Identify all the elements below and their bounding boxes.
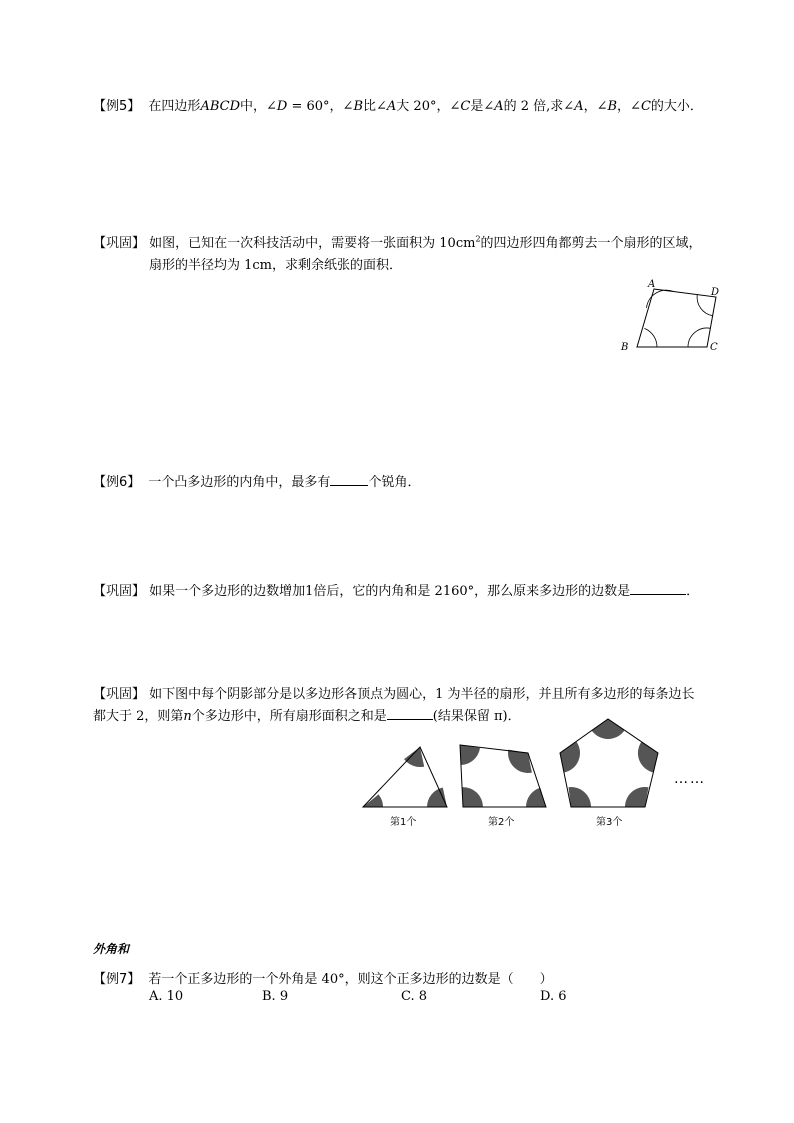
practice-3 (93, 683, 695, 702)
triangle-figure (363, 747, 447, 807)
choice-a[interactable]: A. 10 (149, 989, 184, 1004)
example-6-text1: 一个凸多边形的内角中，最多有 (148, 475, 331, 490)
practice-1-tag: 【巩固】 (93, 236, 146, 251)
practice-2-text1: 如果一个多边形的边数增加1倍后，它的内角和是 2160°，那么原来多边形的边数是 (149, 584, 631, 599)
example-7-tag: 【例7】 (93, 972, 141, 987)
practice-2 (93, 580, 699, 599)
example-6-text2: 个锐角． (368, 475, 421, 490)
answer-blank[interactable] (630, 594, 686, 595)
practice-2-text2: ． (686, 584, 700, 599)
practice-3-tag: 【巩固】 (93, 687, 146, 702)
example-5 (93, 95, 703, 114)
practice-2-tag: 【巩固】 (93, 584, 146, 599)
answer-blank[interactable] (330, 485, 368, 486)
continuation-dots: …… (674, 771, 706, 787)
practice-3-line1: 如下图中每个阴影部分是以多边形各顶点为圆心，1 为半径的扇形，并且所有多边形的每条边长 (149, 687, 695, 702)
caption-2: 第2个 (488, 817, 515, 828)
quadrilateral-figure (615, 275, 730, 357)
vertex-label-d: D (711, 287, 720, 298)
choice-c[interactable]: C. 8 (401, 989, 428, 1004)
section-title: 外角和 (93, 942, 130, 956)
quadrilateral-sector-figure (460, 745, 546, 807)
practice-1-line1: 如图，已知在一次科技活动中，需要将一张面积为 $10cm^2$的四边形四角都剪去一个扇形的区域， (149, 234, 702, 251)
choice-b[interactable]: B. 9 (262, 989, 289, 1004)
example-7-text: 若一个正多边形的一个外角是 40°，则这个正多边形的边数是（ ） (148, 972, 553, 987)
choice-d[interactable]: D. 6 (540, 989, 567, 1004)
example-5-tag: 【例5】 (93, 99, 141, 114)
practice-1 (93, 232, 702, 251)
pentagon-figure (560, 719, 658, 807)
caption-3: 第3个 (596, 817, 623, 828)
vertex-label-b: B (621, 342, 629, 353)
example-6-tag: 【例6】 (93, 475, 141, 490)
example-6 (93, 471, 420, 490)
practice-3-line2: 都大于 2，则第n个多边形中，所有扇形面积之和是 (结果保留 π)． (93, 709, 521, 724)
example-7 (93, 968, 553, 987)
practice-1-line2: 扇形的半径均为 1cm，求剩余纸张的面积． (149, 258, 403, 273)
polygon-sequence-figure (360, 715, 735, 830)
vertex-label-a: A (648, 279, 656, 290)
example-5-text: 在四边形ABCD中，∠D = 60°，∠B比∠A大 20°，∠C是∠A的 2 倍,求∠A，∠B，∠C的大小． (148, 99, 703, 114)
vertex-label-c: C (710, 342, 718, 353)
caption-1: 第1个 (390, 817, 417, 828)
